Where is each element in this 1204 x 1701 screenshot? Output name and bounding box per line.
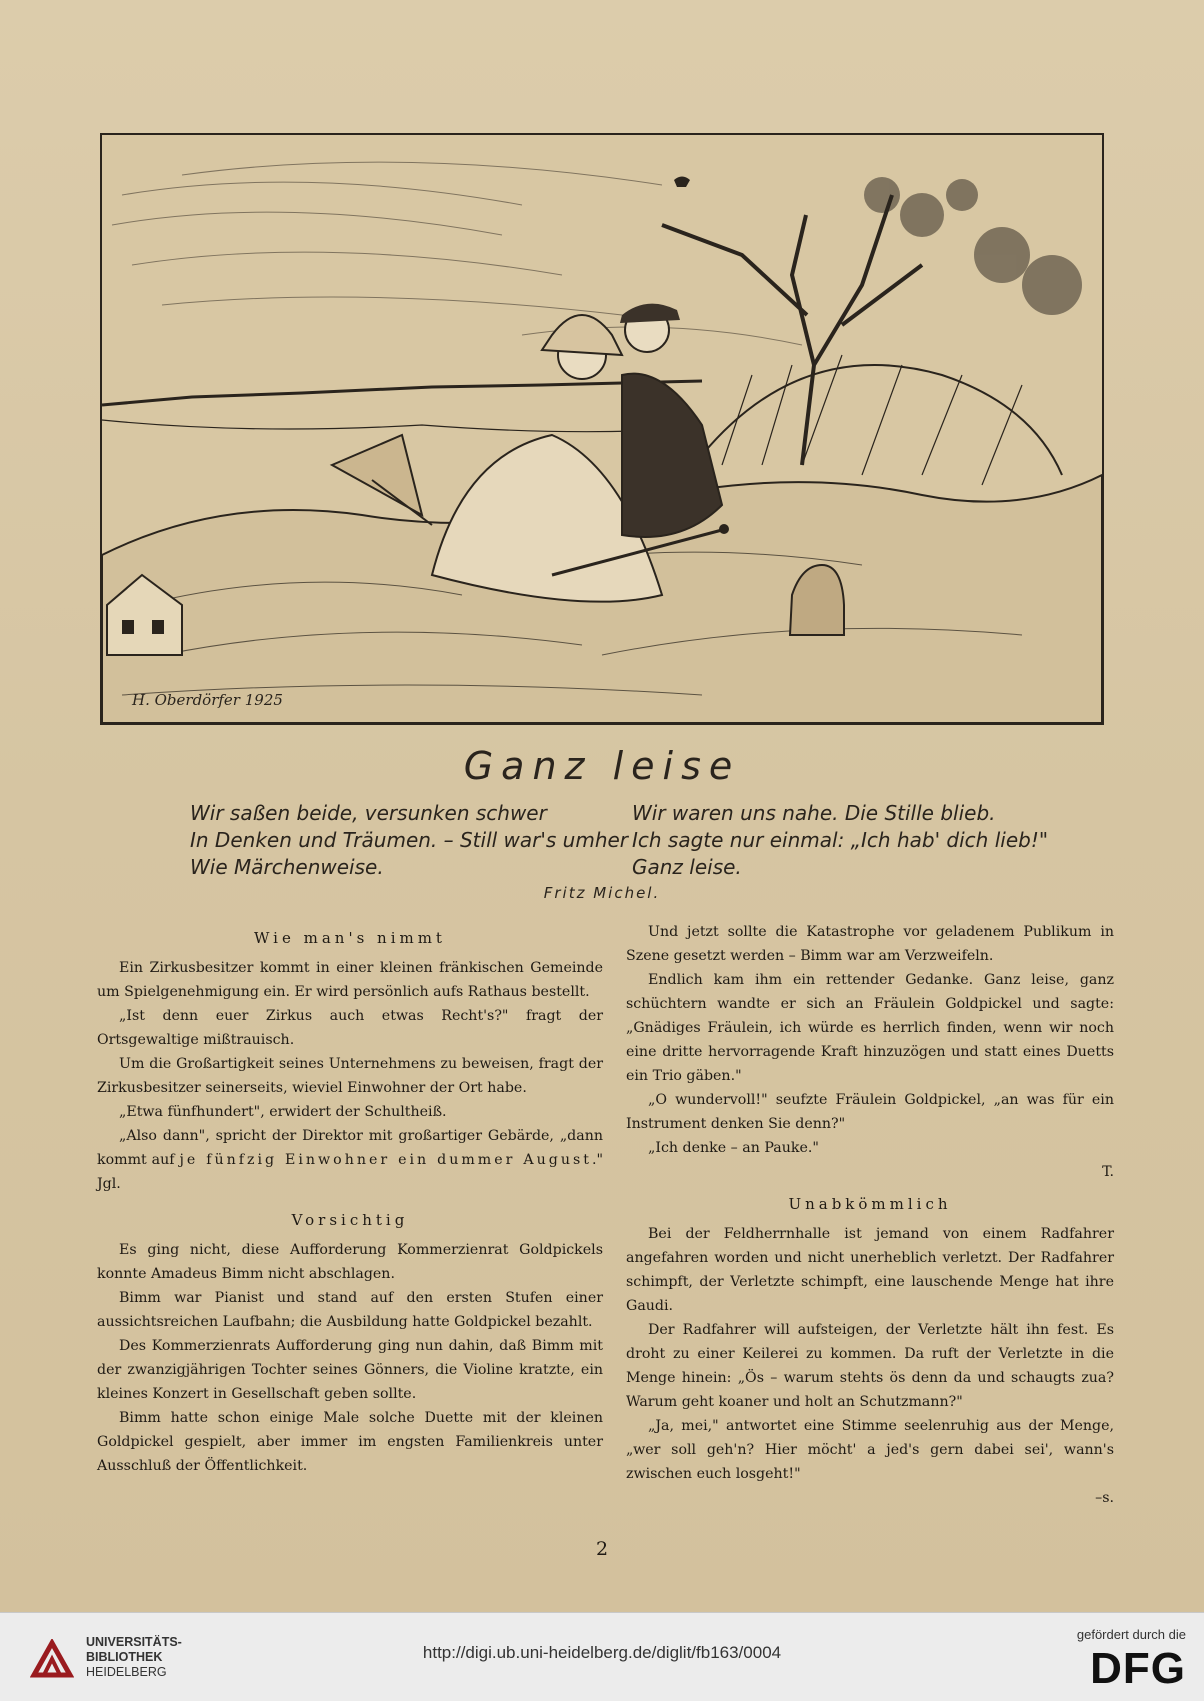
paragraph: „O wundervoll!" seufzte Fräulein Goldpickel, „an was für ein Instrument denken Sie denn?" — [626, 1092, 1114, 1132]
poem-stanza-left — [190, 800, 628, 881]
paragraph: Ein Zirkusbesitzer kommt in einer kleinen fränkischen Gemeinde um Spielgenehmigung ein. Er wird persönlich aufs Rathaus bestellt. — [97, 960, 603, 1000]
text-run: „Also dann", spricht der Direktor mit großartiger Gebärde, „dann kommt auf — [97, 1128, 603, 1168]
paragraph — [97, 1124, 603, 1196]
library-name-line: BIBLIOTHEK — [86, 1650, 163, 1664]
author-initial: T. — [1102, 1164, 1114, 1180]
page-number: 2 — [595, 1538, 609, 1560]
poem-line: Ich sagte nur einmal: „Ich hab' dich lieb!" — [632, 828, 1049, 852]
article-heading: Unabkömmlich — [788, 1195, 952, 1213]
paragraph: Bei der Feldherrnhalle ist jemand von einem Radfahrer angefahren worden und nicht unerheblich verletzt. Der Radfahrer schimpft, der Verletzte schimpft, eine lauschende Menge hat ihre Gaudi. — [626, 1226, 1114, 1314]
library-name-line: UNIVERSITÄTS- — [86, 1635, 182, 1649]
paragraph: Der Radfahrer will aufsteigen, der Verletzte hält ihn fest. Es droht zu einer Keilerei zu kommen. Da ruft der Verletzte in die Menge hinein: „Ös – warum stehts ös denn da und schaugts zua? Warum geht koaner und holt an Schutzmann?" — [626, 1322, 1114, 1410]
funded-by-label: gefördert durch die — [1076, 1627, 1186, 1642]
paragraph: Es ging nicht, diese Aufforderung Kommerzienrat Goldpickels konnte Amadeus Bimm nicht abschlagen. — [97, 1242, 603, 1282]
paragraph: Bimm hatte schon einige Male solche Duette mit der kleinen Goldpickel gespielt, aber immer im engsten Familienkreis unter Ausschluß der Öffentlichkeit. — [97, 1410, 603, 1474]
poem-author: Fritz Michel. — [543, 884, 661, 902]
illustration-couple-on-hill — [100, 133, 1104, 725]
artist-signature: H. Oberdörfer 1925 — [132, 691, 283, 709]
paragraph: Und jetzt sollte die Katastrophe vor geladenem Publikum in Szene gesetzt werden – Bimm war am Verzweifeln. — [626, 924, 1114, 964]
poem-line: In Denken und Träumen. – Still war's umher — [190, 828, 629, 852]
poem-title: Ganz leise — [463, 744, 741, 788]
poem-line: Wir saßen beide, versunken schwer — [190, 801, 547, 825]
paragraph: „Ja, mei," antwortet eine Stimme seelenruhig aus der Menge, „wer soll geh'n? Hier möcht' a jed's gern dabei sei', wann's zwischen euch losgeht!" — [626, 1418, 1114, 1482]
text-run: ." Jgl. — [97, 1152, 603, 1192]
library-name-line: HEIDELBERG — [86, 1665, 167, 1679]
permalink-url[interactable]: http://digi.ub.uni-heidelberg.de/diglit/fb163/0004 — [422, 1643, 782, 1662]
dfg-logo: DFG — [1090, 1644, 1186, 1693]
author-initial: –s. — [1095, 1490, 1114, 1506]
emphasized-text: je fünfzig Einwohner ein dummer August — [179, 1152, 592, 1168]
paragraph: „Etwa fünfhundert", erwidert der Schultheiß. — [119, 1104, 447, 1120]
viewer-footer — [0, 1612, 1204, 1701]
poem-stanza-right — [632, 800, 1048, 881]
paragraph: Des Kommerzienrats Aufforderung ging nun dahin, daß Bimm mit der zwanzigjährigen Tochter seines Gönners, die Violine kratzte, ein kleines Konzert in Gesellschaft geben sollte. — [97, 1338, 603, 1402]
article-heading: Vorsichtig — [291, 1211, 409, 1229]
landscape-drawing — [102, 135, 1102, 723]
text-column-right — [626, 920, 1114, 1510]
paragraph: Um die Großartigkeit seines Unternehmens zu beweisen, fragt der Zirkusbesitzer seinerseits, wieviel Einwohner der Ort habe. — [97, 1056, 603, 1096]
poem-line: Wie Märchenweise. — [190, 855, 384, 879]
text-column-left — [97, 920, 603, 1478]
poem-line: Wir waren uns nahe. Die Stille blieb. — [632, 801, 996, 825]
paragraph: Bimm war Pianist und stand auf den ersten Stufen einer aussichtsreichen Laufbahn; die Ausbildung hatte Goldpickel bezahlt. — [97, 1290, 603, 1330]
paragraph: „Ich denke – an Pauke." — [648, 1140, 819, 1156]
paragraph: „Ist denn euer Zirkus auch etwas Recht's?" fragt der Ortsgewaltige mißtrauisch. — [97, 1008, 603, 1048]
poem-line: Ganz leise. — [632, 855, 742, 879]
paragraph: Endlich kam ihm ein rettender Gedanke. Ganz leise, ganz schüchtern wandte er sich an Fräulein Goldpickel und sagte: „Gnädiges Fräulein, ich würde es herrlich finden, wenn wir noch eine dritte hervorragende Kraft hinzuzögen und statt eines Duetts ein Trio gäben." — [626, 972, 1114, 1084]
article-heading: Wie man's nimmt — [254, 929, 446, 947]
